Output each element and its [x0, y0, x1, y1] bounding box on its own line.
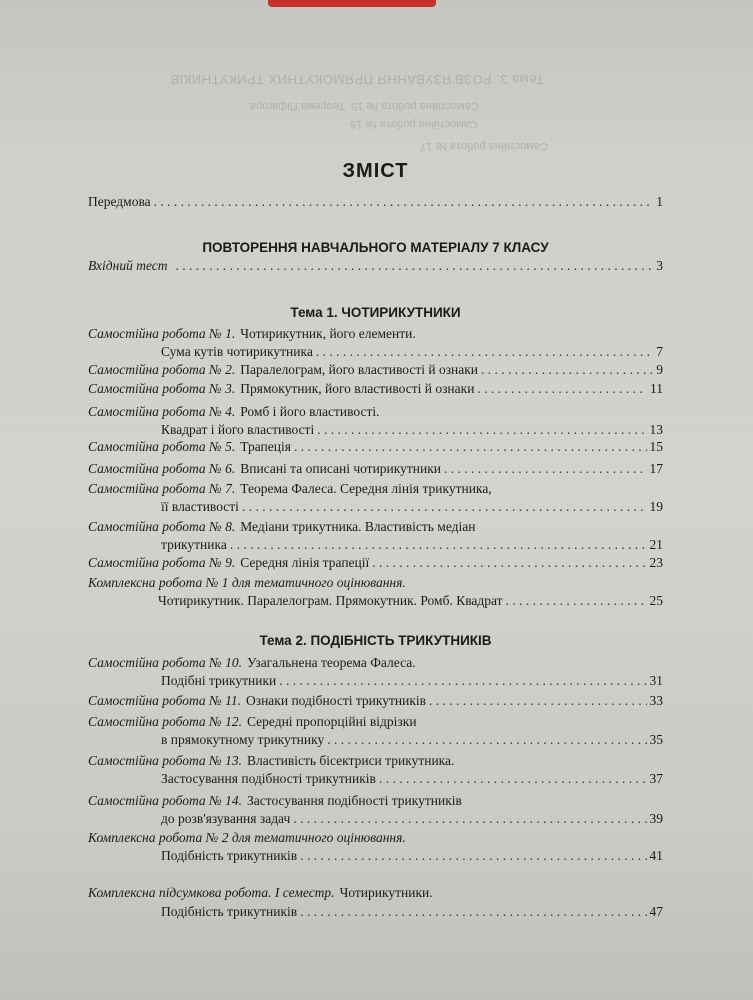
- toc-entry: Самостійна робота № 5. Трапеція . . . 15: [88, 438, 663, 456]
- toc-entry: Самостійна робота № 11. Ознаки подібності трикутників . . . 33: [88, 692, 663, 710]
- page-number: 21: [649, 537, 663, 552]
- page-number: 47: [649, 904, 663, 919]
- toc-entry: Самостійна робота № 8. Медіани трикутника. Властивість медіан: [88, 519, 476, 534]
- toc-entry-continuation: Застосування подібності трикутників . . . 37: [88, 770, 663, 788]
- toc-entry: Самостійна робота № 9. Середня лінія трапеції . . . 23: [88, 554, 663, 572]
- toc-entry: Самостійна робота № 10. Узагальнена теорема Фалеса.: [88, 655, 416, 670]
- page-number: 7: [656, 344, 663, 359]
- toc-entry-continuation: Квадрат і його властивості . . . 13: [88, 421, 663, 439]
- page-number: 19: [649, 499, 663, 514]
- page-number: 25: [649, 593, 663, 608]
- toc-entry: Самостійна робота № 1. Чотирикутник, його елементи.: [88, 326, 416, 341]
- section-heading: ПОВТОРЕННЯ НАВЧАЛЬНОГО МАТЕРІАЛУ 7 КЛАСУ: [202, 240, 549, 255]
- section-heading: Тема 1. ЧОТИРИКУТНИКИ: [290, 305, 461, 320]
- page-number: 11: [650, 381, 663, 396]
- page-number: 37: [649, 771, 663, 786]
- toc-entry-continuation: Подібні трикутники . . . 31: [88, 672, 663, 690]
- toc-entry-continuation: Сума кутів чотирикутника . . . 7: [88, 343, 663, 361]
- toc-entry-continuation: її властивості . . . 19: [88, 498, 663, 516]
- toc-entry-continuation: трикутника . . . 21: [88, 536, 663, 554]
- toc-entry: Самостійна робота № 12. Середні пропорційні відрізки: [88, 714, 417, 729]
- page-number: 33: [649, 693, 663, 708]
- toc-entry: Самостійна робота № 2. Паралелограм, його властивості й ознаки . . . 9: [88, 361, 663, 379]
- toc-entry-continuation: Подібність трикутників . . . 47: [88, 903, 663, 921]
- page-number: 41: [649, 848, 663, 863]
- show-through-text: Тема 3. РОЗВ'ЯЗУВАННЯ ПРЯМОКУТНИХ ТРИКУТНИКІВ: [170, 72, 545, 87]
- page-number: 1: [656, 194, 663, 209]
- page-number: 35: [649, 732, 663, 747]
- page-number: 31: [649, 673, 663, 688]
- toc-entry: Комплексна робота № 1 для тематичного оцінювання.: [88, 575, 406, 590]
- show-through-text: Самостійна робота № 16: [350, 118, 478, 130]
- show-through-text: Самостійна робота № 17: [420, 140, 548, 152]
- toc-entry: Самостійна робота № 13. Властивість бісектриси трикутника.: [88, 753, 455, 768]
- page-number: 39: [649, 811, 663, 826]
- page-number: 3: [656, 258, 663, 273]
- page-number: 17: [649, 461, 663, 476]
- section-heading: Тема 2. ПОДІБНІСТЬ ТРИКУТНИКІВ: [259, 633, 492, 648]
- page-number: 15: [649, 439, 663, 454]
- toc-entry-continuation: Чотирикутник. Паралелограм. Прямокутник. Ромб. Квадрат . . . 25: [88, 592, 663, 610]
- toc-entry: Комплексна підсумкова робота. І семестр. Чотирикутники.: [88, 885, 433, 900]
- book-edge-red-strip: [268, 0, 436, 7]
- toc-entry: Передмова . . . 1: [88, 193, 663, 211]
- toc-entry: Комплексна робота № 2 для тематичного оцінювання.: [88, 830, 406, 845]
- page-title: ЗМІСТ: [342, 160, 409, 182]
- toc-entry: Вхідний тест . . . 3: [88, 257, 663, 275]
- toc-entry: Самостійна робота № 3. Прямокутник, його властивості й ознаки . . . 11: [88, 380, 663, 398]
- show-through-text: Самостійна робота № 15. Теорема Піфагора: [250, 100, 479, 112]
- toc-entry: Самостійна робота № 7. Теорема Фалеса. Середня лінія трикутника,: [88, 481, 492, 496]
- toc-entry-continuation: Подібність трикутників . . . 41: [88, 847, 663, 865]
- toc-entry-continuation: до розв'язування задач . . . 39: [88, 810, 663, 828]
- toc-entry: Самостійна робота № 4. Ромб і його властивості.: [88, 404, 380, 419]
- toc-entry-continuation: в прямокутному трикутнику . . . 35: [88, 731, 663, 749]
- toc-entry: Самостійна робота № 14. Застосування подібності трикутників: [88, 793, 462, 808]
- page-number: 9: [656, 362, 663, 377]
- toc-entry: Самостійна робота № 6. Вписані та описані чотирикутники . . . 17: [88, 460, 663, 478]
- page-number: 13: [649, 422, 663, 437]
- page-number: 23: [649, 555, 663, 570]
